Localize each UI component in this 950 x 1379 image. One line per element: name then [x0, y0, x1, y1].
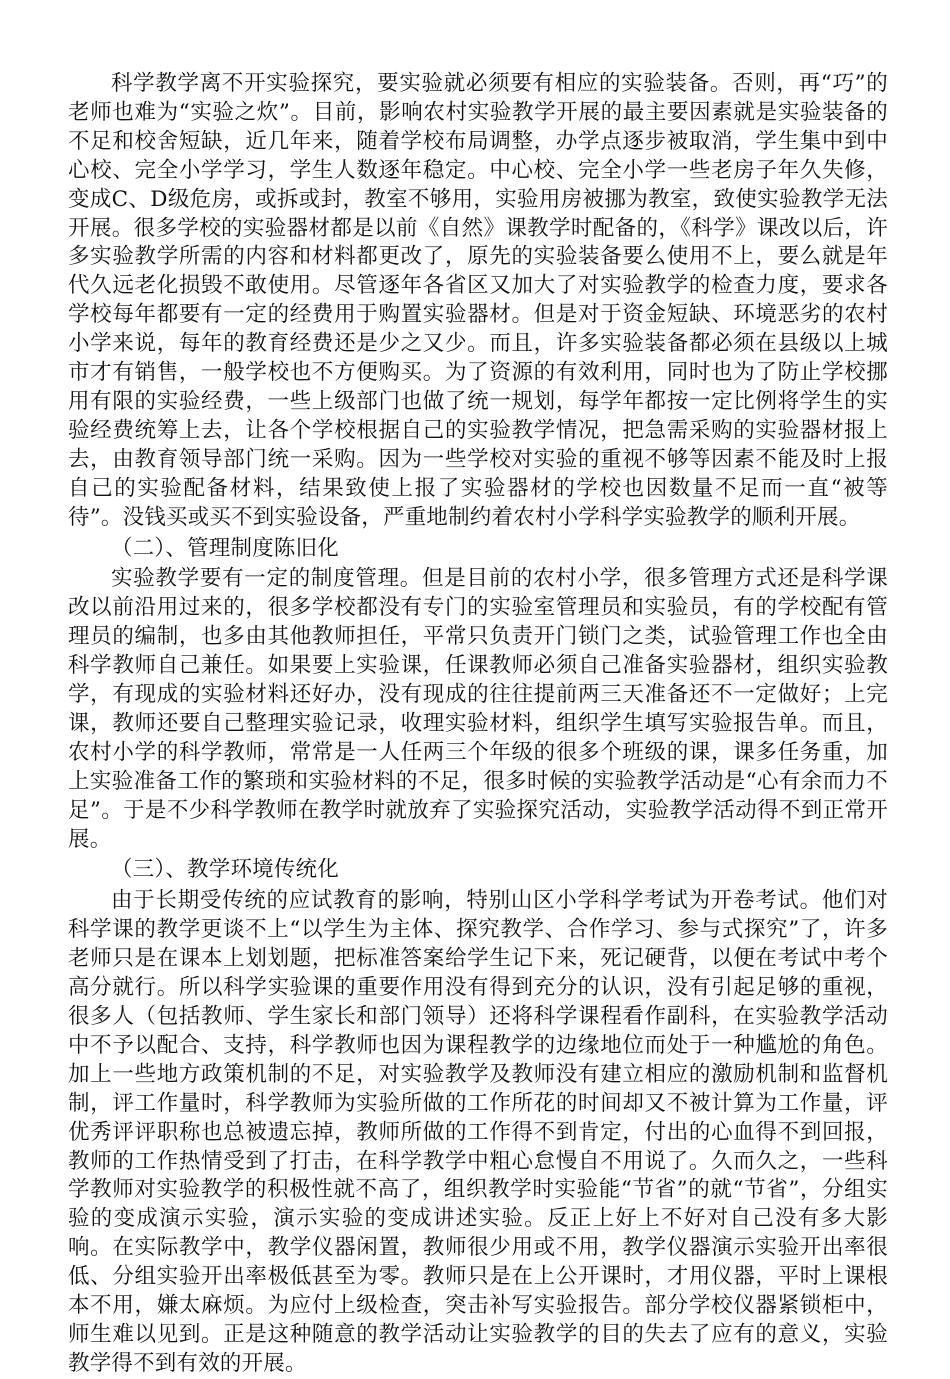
paragraph-equipment-shortage: 科学教学离不开实验探究，要实验就必须要有相应的实验装备。否则，再“巧”的老师也难为“实验之炊”。目前，影响农村实验教学开展的最主要因素就是实验装备的不足和校舍短缺，近几年来，随着学校布局调整，办学点逐步被取消，学生集中到中心校、完全小学学习，学生人数逐年稳定。中心校、完全小学一些老房子年久失修，变成C、D级危房，或拆或封，教室不够用，实验用房被挪为教室，致使实验教学无法开展。很多学校的实验器材都是以前《自然》课教学时配备的，《科学》课改以后，许多实验教学所需的内容和材料都更改了，原先的实验装备要么使用不上，要么就是年代久远老化损毁不敢使用。尽管逐年各省区又加大了对实验教学的检查力度，要求各学校每年都要有一定的经费用于购置实验器材。但是对于资金短缺、环境恶劣的农村小学来说，每年的教育经费还是少之又少。而且，许多实验装备都必须在县级以上城市才有销售，一般学校也不方便购买。为了资源的有效利用，同时也为了防止学校挪用有限的实验经费，一些上级部门也做了统一规划，每学年都按一定比例将学生的实验经费统筹上去，让各个学校根据自己的实验教学情况，把急需采购的实验器材报上去，由教育领导部门统一采购。因为一些学校对实验的重视不够等因素不能及时上报自己的实验配备材料，结果致使上报了实验器材的学校也因数量不足而一直“被等待”。没钱买或买不到实验设备，严重地制约着农村小学科学实验教学的顺利开展。 — [68, 71, 888, 530]
section-heading-management: （二）、管理制度陈旧化 — [111, 535, 339, 561]
paragraph-teaching-environment: 由于长期受传统的应试教育的影响，特别山区小学科学考试为开卷考试。他们对科学课的教学更谈不上“以学生为主体、探究教学、合作学习、参与式探究”了，许多老师只是在课本上划划题，把标准答案给学生记下来，死记硬背，以便在考试中考个高分就行。所以科学实验课的重要作用没有得到充分的认识，没有引起足够的重视，很多人（包括教师、学生家长和部门领导）还将科学课程看作副科，在实验教学活动中不予以配合、支持，科学教师也因为课程教学的边缘地位而处于一种尴尬的角色。加上一些地方政策机制的不足，对实验教学及教师没有建立相应的激励机制和监督机制，评工作量时，科学教师为实验所做的工作所花的时间却又不被计算为工作量，评优秀评评职称也总被遗忘掉，教师所做的工作得不到肯定，付出的心血得不到回报，教师的工作热情受到了打击，在科学教学中粗心怠慢自不用说了。久而久之，一些科学教师对实验教学的积极性就不高了，组织教学时实验能“节省”的就“节省”，分组实验的变成演示实验，演示实验的变成讲述实验。反正上好上不好对自己没有多大影响。在实际教学中，教学仪器闲置，教师很少用或不用，教学仪器演示实验开出率很低、分组实验开出率极低甚至为零。教师只是在上公开课时，才用仪器，平时上课根本不用，嫌太麻烦。为应付上级检查，突击补写实验报告。部分学校仪器紧锁柜中，师生难以见到。正是这种随意的教学活动让实验教学的目的失去了应有的意义，实验教学得不到有效的开展。 — [68, 888, 888, 1376]
paragraph-management-system: 实验教学要有一定的制度管理。但是目前的农村小学，很多管理方式还是科学课改以前沿用过来的，很多学校都没有专门的实验室管理员和实验员，有的学校配有管理员的编制，也多由其他教师担任，平常只负责开门锁门之类，试验管理工作也全由科学教师自己兼任。如果要上实验课，任课教师必须自己准备实验器材，组织实验教学，有现成的实验材料还好办，没有现成的往往提前两三天准备还不一定做好；上完课，教师还要自己整理实验记录，收理实验材料，组织学生填写实验报告单。而且，农村小学的科学教师，常常是一人任两三个年级的很多个班级的课，课多任务重，加上实验准备工作的繁琐和实验材料的不足，很多时候的实验教学活动是“心有余而力不足”。于是不少科学教师在教学时就放弃了实验探究活动，实验教学活动得不到正常开展。 — [68, 566, 888, 852]
section-heading-environment: （三）、教学环境传统化 — [111, 857, 339, 883]
